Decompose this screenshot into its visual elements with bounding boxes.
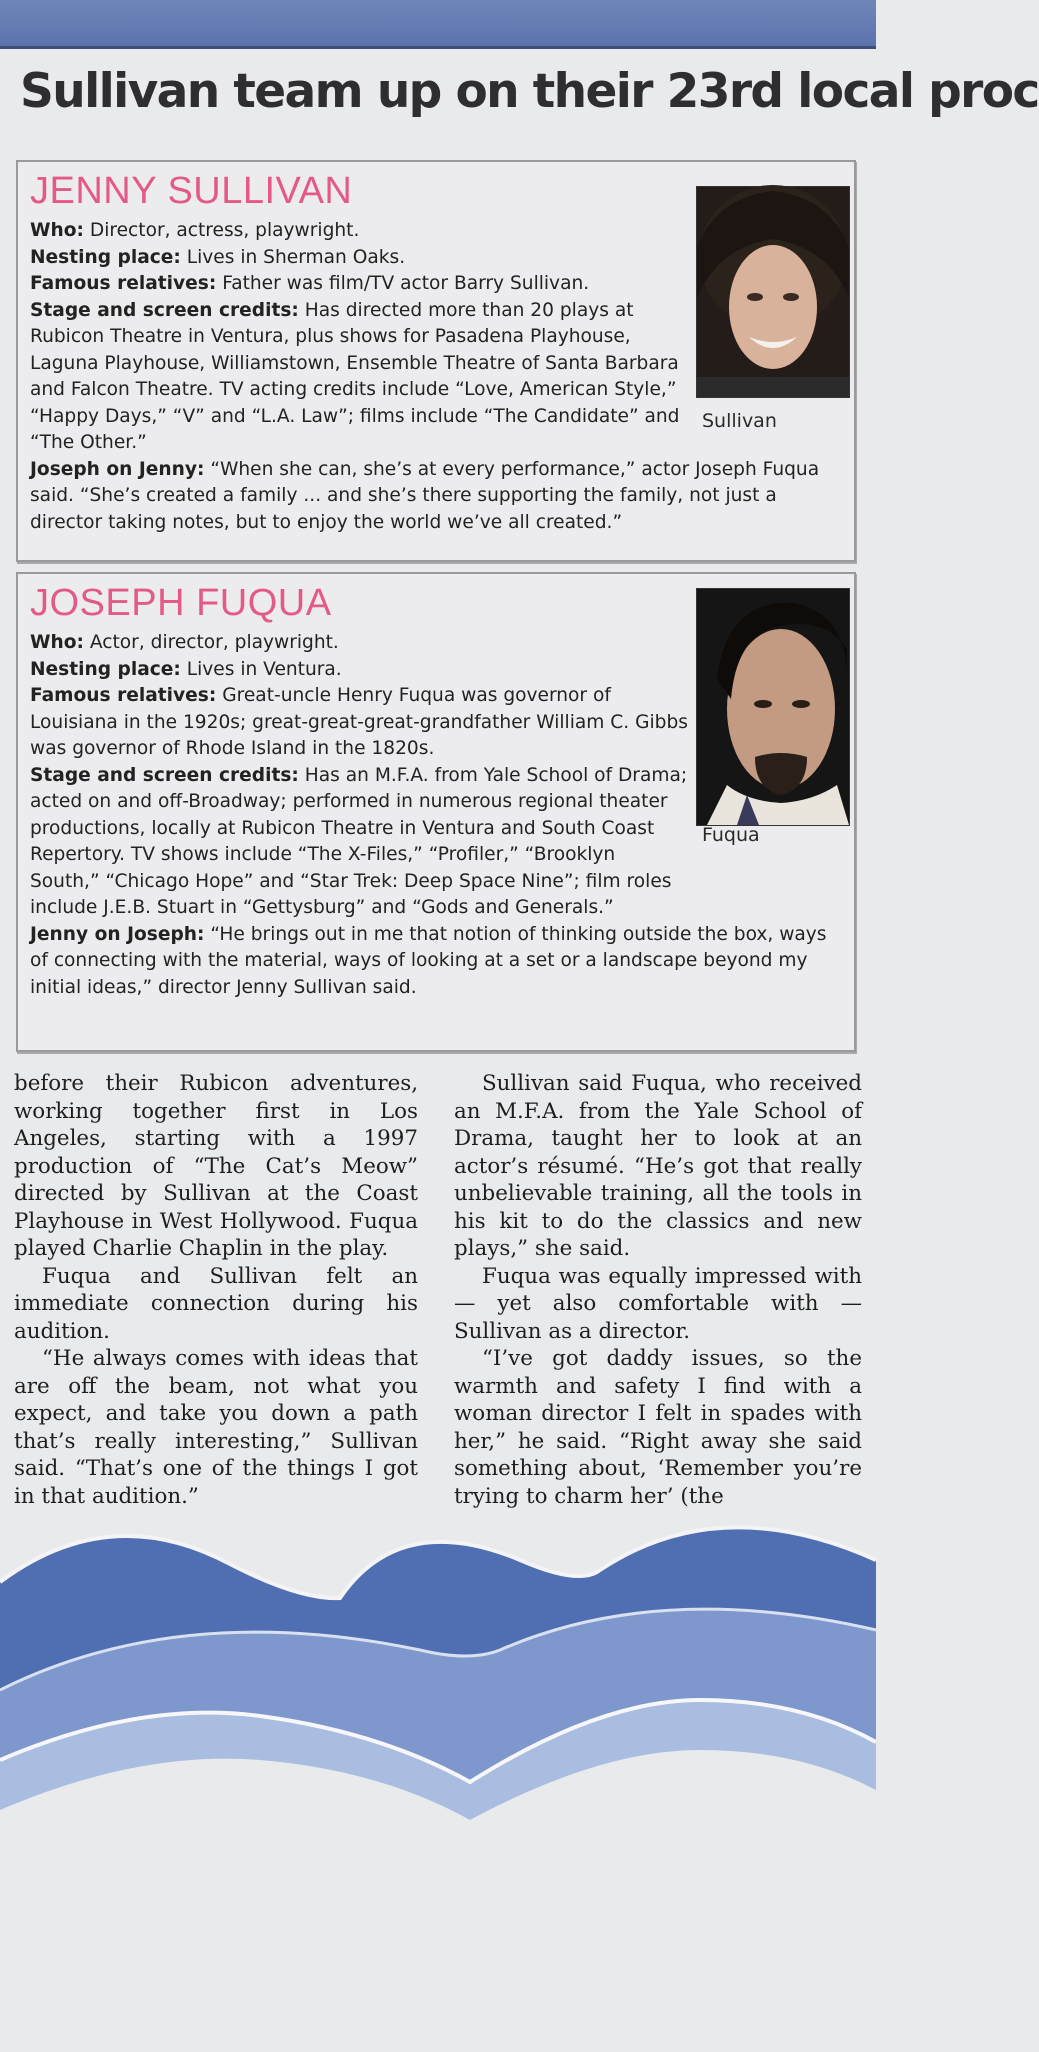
jenny-sullivan-photo (696, 186, 850, 398)
nesting-label: Nesting place: (30, 658, 181, 680)
relatives-label: Famous relatives: (30, 685, 217, 706)
who-label: Who: (30, 632, 84, 653)
nesting-label: Nesting place: (30, 246, 181, 268)
quote-label: Joseph on Jenny: (30, 458, 205, 480)
photo-caption: Sullivan (702, 410, 777, 432)
nesting-value: Lives in Sherman Oaks. (186, 246, 406, 268)
joseph-fuqua-photo (696, 588, 850, 826)
quote-value: “He brings out in me that notion of thinking outside the box, ways of connecting with the material, ways of looking at a set or a landscape beyond my initial ideas,” director Jenny Sullivan said. (30, 923, 827, 998)
article-paragraph: Fuqua and Sullivan felt an immediate connection during his audition. (14, 1263, 418, 1344)
credits-value: Has an M.F.A. from Yale School of Drama; acted on and off-Broadway; performed in numerous regional theater productions, locally at Rubicon Theatre in Ventura and South Coast Repertory. TV shows include “The X-Files,” “Profiler,” “Brooklyn South,” “Chicago Hope” and “Star Trek: Deep Space Nine”; film roles include J.E.B. Stuart in “Gettysburg” and “Gods and Generals.” (30, 764, 688, 918)
profile-name: JOSEPH FUQUA (30, 582, 332, 624)
quote-label: Jenny on Joseph: (30, 923, 205, 945)
photo-caption: Fuqua (702, 824, 760, 846)
nesting-line (30, 657, 690, 684)
relatives-line (30, 683, 690, 763)
quote-line (30, 922, 840, 1002)
relatives-value: Father was film/TV actor Barry Sullivan. (222, 273, 590, 294)
article-paragraph: “He always comes with ideas that are off the beam, not what you expect, and take you down a path that’s really interesting,” Sullivan said. “That’s one of the things I got in that audition.” (14, 1346, 418, 1509)
credits-label: Stage and screen credits: (30, 299, 299, 321)
decorative-wave-graphic (0, 1520, 876, 2052)
who-line (30, 630, 690, 657)
relatives-line (30, 271, 690, 298)
profile-name: JENNY SULLIVAN (30, 170, 353, 212)
credits-value: Has directed more than 20 plays at Rubicon Theatre in Ventura, plus shows for Pasadena Playhouse, Laguna Playhouse, Williamstown, Ensemble Theatre of Santa Barbara and Falcon Theatre. TV acting credits include “Love, American Style,” “Happy Days,” “V” and “L.A. Law”; films include “The Candidate” and “The Other.” (30, 299, 680, 453)
article-paragraph: “I’ve got daddy issues, so the warmth and safety I find with a woman director I felt in spades with her,” he said. “Right away she said something about, ‘Remember you’re trying to charm her’ (the (454, 1346, 862, 1509)
article-paragraph: before their Rubicon adventures, working together first in Los Angeles, starting with a 1997 production of “The Cat’s Meow” directed by Sullivan at the Coast Playhouse in West Hollywood. Fuqua played Charlie Chaplin in the play. (14, 1071, 418, 1261)
quote-line (30, 457, 840, 537)
who-line (30, 218, 690, 245)
who-label: Who: (30, 220, 84, 241)
profile-box-joseph-fuqua (16, 572, 856, 1052)
credits-line (30, 298, 690, 457)
credits-line (30, 763, 690, 922)
who-value: Actor, director, playwright. (89, 632, 339, 653)
article-paragraph: Fuqua was equally impressed with — yet also comfortable with — Sullivan as a director. (454, 1263, 862, 1344)
profile-box-jenny-sullivan (16, 160, 856, 562)
article-column-left (14, 1070, 418, 1510)
quote-value: “When she can, she’s at every performance,” actor Joseph Fuqua said. “She’s created a family ... and she’s there supporting the family, not just a director taking notes, but to enjoy the world we’ve all created.” (30, 458, 820, 533)
nesting-value: Lives in Ventura. (186, 658, 342, 680)
page-headline: Sullivan team up on their 23rd local proc (20, 64, 1039, 119)
article-column-right (454, 1070, 862, 1510)
who-value: Director, actress, playwright. (89, 220, 360, 241)
nesting-line (30, 245, 690, 272)
credits-label: Stage and screen credits: (30, 764, 299, 786)
relatives-label: Famous relatives: (30, 273, 217, 294)
relatives-value: Great-uncle Henry Fuqua was governor of Louisiana in the 1920s; great-great-great-grandfather William C. Gibbs was governor of Rhode Island in the 1820s. (30, 685, 688, 759)
article-paragraph: Sullivan said Fuqua, who received an M.F.A. from the Yale School of Drama, taught her to look at an actor’s résumé. “He’s got that really unbelievable training, all the tools in his kit to do the classics and new plays,” she said. (454, 1071, 862, 1261)
top-color-band (0, 0, 876, 49)
